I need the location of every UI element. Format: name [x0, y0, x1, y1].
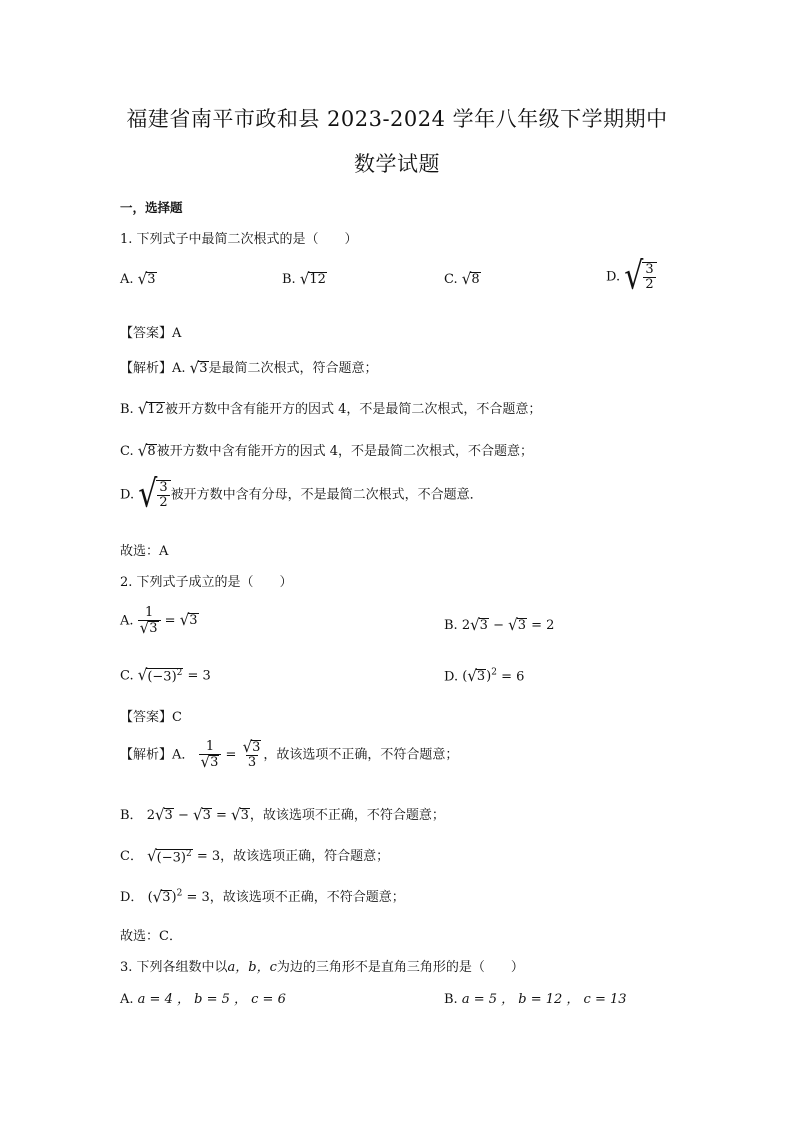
q2-option-a: A. 1 √ 3 = √ 3 [120, 605, 198, 638]
q1-option-d [606, 254, 657, 299]
sqrt-fraction-expression: √ $\frac{3}{2}$ [138, 480, 170, 510]
question-2-stem: 2. 下列式子成立的是（ ） [120, 575, 293, 590]
q2-analysis-c: C． √ $(-3)^2$ = 3，故该选项正确，符合题意； [120, 846, 390, 865]
option-label: B. [282, 272, 296, 287]
question-3-stem: 3. 下列各组数中以a，b，c为边的三角形不是直角三角形的是（ ） [120, 960, 524, 975]
sqrt-expression: √ 3 [137, 269, 156, 289]
q1-analysis-b: B. √ 12 被开方数中含有能开方的因式 4，不是最简二次根式，不合题意； [120, 399, 542, 419]
q3-option-b: B. a = 5 ， b = 12 ， c = 13 [444, 992, 627, 1007]
sqrt-expression: √ 8 [461, 269, 480, 289]
q3-option-a: A. a = 4 ， b = 5 ， c = 6 [120, 992, 286, 1007]
q2-option-b: B. 2 √ 3 − √ 3 = 2 [444, 615, 555, 635]
fraction: 1 √ 3 [138, 606, 161, 636]
q1-analysis-c: C. √ 8 被开方数中含有能开方的因式 4，不是最简二次根式，不合题意； [120, 441, 534, 461]
q2-analysis-a: 【解析】A． 1 √ 3 = √ 3 3 ，故该选项不正确，不符合题意； [120, 737, 459, 772]
sqrt-expression: √ 12 [299, 269, 326, 289]
option-label: D. [606, 269, 621, 285]
q2-analysis-d: D． ( √ 3 )$^2$ = 3，故该选项不正确，不符合题意； [120, 887, 405, 907]
option-label: C. [444, 272, 458, 287]
q1-answer: 【答案】A [120, 326, 182, 341]
q2-analysis-b: B． 2 √ 3 − √ 3 = √ 3 ，故该选项不正确，不符合题意； [120, 805, 445, 825]
q1-analysis-a: 【解析】A. √ 3 是最简二次根式，符合题意； [120, 358, 378, 378]
q1-option-a [120, 269, 157, 289]
question-1-stem: 1. 下列式子中最简二次根式的是（ ） [120, 232, 358, 247]
q1-analysis-d: D. √ $\frac{3}{2}$ 被开方数中含有分母，不是最简二次根式，不合题意． [120, 472, 483, 517]
q2-conclusion: 故选：C． [120, 929, 182, 944]
sqrt-expression: √ 8 [137, 441, 156, 461]
sqrt-expression: √ $(-3)^2$ [137, 665, 183, 685]
q1-option-c [444, 269, 481, 289]
option-label: A. [120, 272, 134, 287]
sqrt-expression: √ 3 [189, 358, 208, 378]
sqrt-expression: √ 12 [137, 399, 164, 419]
sqrt-expression: √ 3 [179, 610, 198, 630]
section-heading: 一，选择题 [120, 200, 183, 215]
q2-answer: 【答案】C [120, 710, 182, 725]
document-title-line1: 福建省南平市政和县 2023-2024 学年八年级下学期期中 [126, 107, 668, 131]
q2-option-c: C. √ $(-3)^2$ = 3 [120, 665, 211, 685]
q2-option-d: D. ( √ 3 )$^2$ = 6 [444, 666, 525, 686]
q1-conclusion: 故选：A [120, 544, 169, 559]
document-title-line2: 数学试题 [354, 152, 440, 176]
sqrt-fraction-expression: √ $\frac{3}{2}$ [624, 262, 656, 292]
q1-option-b [282, 269, 327, 289]
